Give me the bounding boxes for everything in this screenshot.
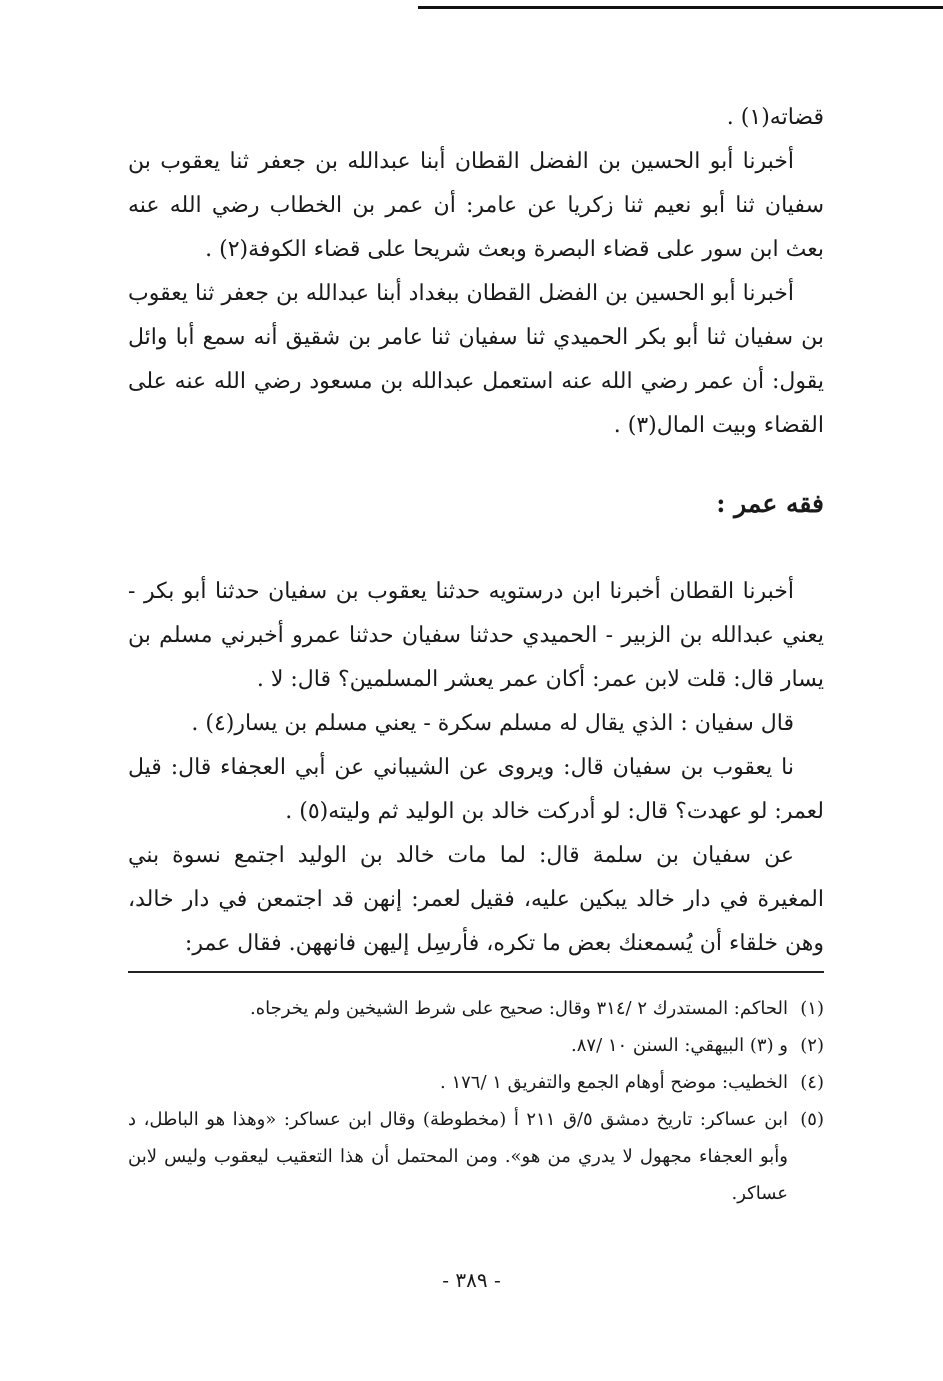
paragraph-6: عن سفيان بن سلمة قال: لما مات خالد بن الوليد اجتمع نسوة بني المغيرة في دار خالد يبكين عليه، فقيل لعمر: إنهن قد اجتمعن في دار خالد، وهن خلقاء أن يُسمعنك بعض ما تكره، فأرسِل إليهن فانههن. فقال عمر: [128,843,824,956]
footnote-text: ابن عساكر: تاريخ دمشق ٥/ق ٢١١ أ (مخطوطة) وقال ابن عساكر: «وهذا هو الباطل، د وأبو العجفاء مجهول لا يدري من هو». ومن المحتمل أن هذا التعقيب ليعقوب وليس لابن عساكر. [128,1109,788,1204]
section-heading: فقه عمر : [716,489,824,518]
footnote-text: الحاكم: المستدرك ٢ /٣١٤ وقال: صحيح على شرط الشيخين ولم يخرجاه. [250,998,788,1019]
footnote-4 [128,1064,824,1101]
footnote-1 [128,990,824,1027]
footnote-text: و (٣) البيهقي: السنن ١٠ /٨٧. [570,1035,788,1056]
paragraph-2: أخبرنا أبو الحسين بن الفضل القطان ببغداد أبنا عبدالله بن جعفر ثنا يعقوب بن سفيان ثنا أبو بكر الحميدي ثنا سفيان ثنا عامر بن شقيق أنه سمع أبا وائل يقول: أن عمر رضي الله عنه استعمل عبدالله بن مسعود رضي الله عنه على القضاء وبيت المال(٣) . [128,281,824,438]
opening-line: قضاته(١) . [726,105,824,130]
paragraph-1: أخبرنا أبو الحسين بن الفضل القطان أبنا عبدالله بن جعفر ثنا يعقوب بن سفيان ثنا أبو نعيم ثنا زكريا عن عامر: أن عمر بن الخطاب رضي الله عنه بعث ابن سور على قضاء البصرة وبعث شريحا على قضاء الكوفة(٢) . [128,149,824,262]
footnote-number: (٤) [800,1072,824,1093]
footnote-2 [128,1027,824,1064]
page-number: - ٣٨٩ - [442,1268,501,1292]
main-text [128,96,824,966]
paragraph-4: قال سفيان : الذي يقال له مسلم سكرة - يعني مسلم بن يسار(٤) . [191,711,794,736]
paragraph-3: أخبرنا القطان أخبرنا ابن درستويه حدثنا يعقوب بن سفيان حدثنا أبو بكر - يعني عبدالله بن الزبير - الحميدي حدثنا سفيان حدثنا عمرو أخبرني مسلم بن يسار قال: قلت لابن عمر: أكان عمر يعشر المسلمين؟ قال: لا . [128,579,824,692]
top-rule [418,6,943,9]
footnote-separator [128,971,824,973]
paragraph-5: نا يعقوب بن سفيان قال: ويروى عن الشيباني عن أبي العجفاء قال: قيل لعمر: لو عهدت؟ قال: لو أدركت خالد بن الوليد ثم وليته(٥) . [128,755,824,824]
footnote-number: (٥) [800,1109,824,1130]
footnote-text: الخطيب: موضح أوهام الجمع والتفريق ١ /١٧٦ . [439,1072,788,1093]
footnote-number: (٢) [800,1035,824,1056]
footnote-number: (١) [800,998,824,1019]
footnotes [128,990,824,1212]
footnote-5 [128,1101,824,1212]
